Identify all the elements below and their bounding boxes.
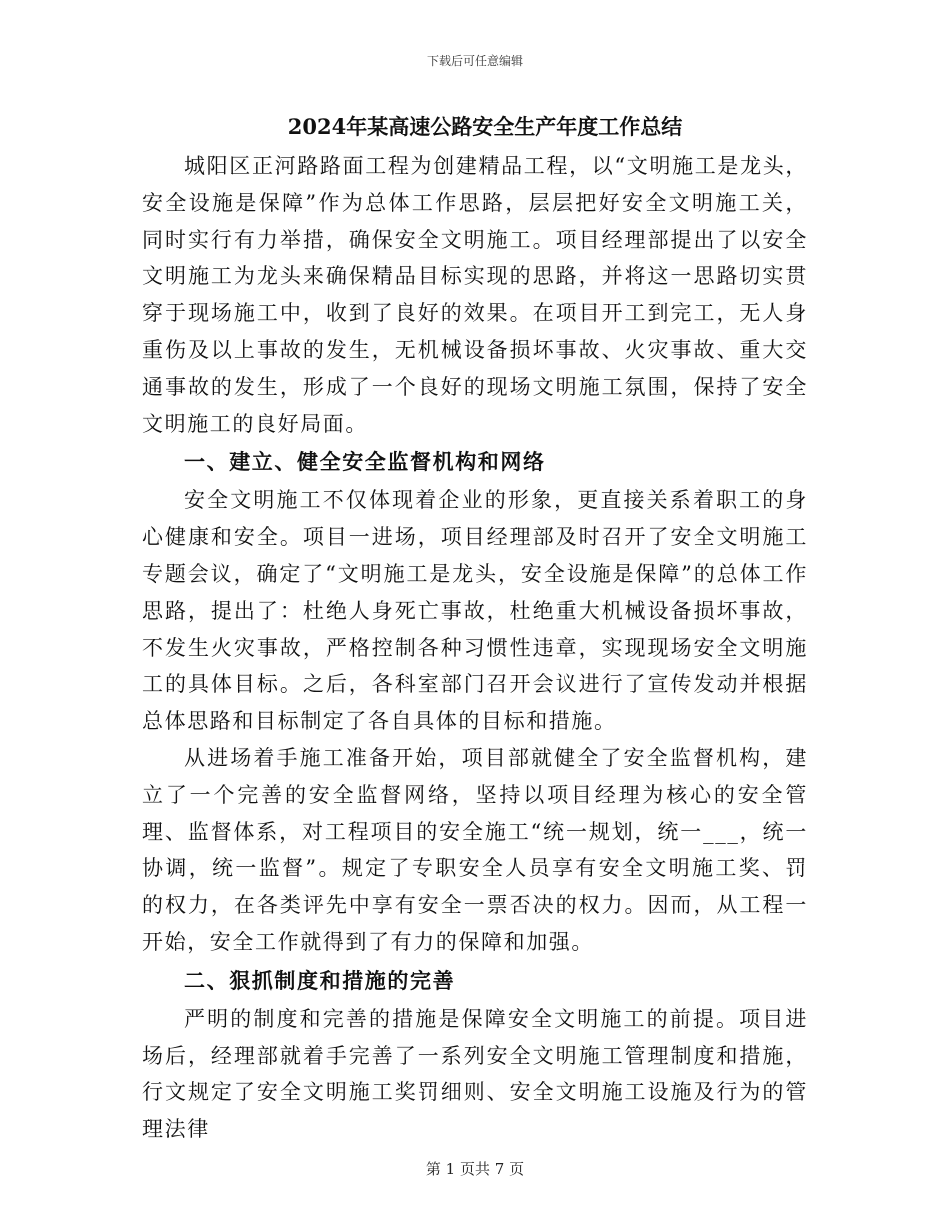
section-1-paragraph-1: 安全文明施工不仅体现着企业的形象，更直接关系着职工的身心健康和安全。项目一进场，项目经理部及时召开了安全文明施工专题会议，确定了“文明施工是龙头，安全设施是保障”的总体工作思路，提出了：杜绝人身死亡事故，杜绝重大机械设备损坏事故，不发生火灾事故，严格控制各种习惯性违章，实现现场安全文明施工的具体目标。之后，各科室部门召开会议进行了宣传发动并根据总体思路和目标制定了各自具体的目标和措施。 — [142, 488, 808, 734]
section-2-paragraph-1: 严明的制度和完善的措施是保障安全文明施工的前提。项目进场后，经理部就着手完善了一系列安全文明施工管理制度和措施，行文规定了安全文明施工奖罚细则、安全文明施工设施及行为的管理法律 — [142, 1006, 808, 1142]
intro-paragraph: 城阳区正河路路面工程为创建精品工程，以“文明施工是龙头，安全设施是保障”作为总体工作思路，层层把好安全文明施工关，同时实行有力举措，确保安全文明施工。项目经理部提出了以安全文明施工为龙头来确保精品目标实现的思路，并将这一思路切实贯穿于现场施工中，收到了良好的效果。在项目开工到完工，无人身重伤及以上事故的发生，无机械设备损坏事故、火灾事故、重大交通事故的发生，形成了一个良好的现场文明施工氛围，保持了安全文明施工的良好局面。 — [142, 154, 808, 436]
page-header-note: 下载后可任意编辑 — [426, 54, 523, 68]
document-body — [142, 110, 808, 1148]
section-1-paragraph-2: 从进场着手施工准备开始，项目部就健全了安全监督机构，建立了一个完善的安全监督网络，坚持以项目经理为核心的安全管理、监督体系，对工程项目的安全施工“统一规划，统一___，统一协调，统一监督”。规定了专职安全人员享有安全文明施工奖、罚的权力，在各类评先中享有安全一票否决的权力。因而，从工程一开始，安全工作就得到了有力的保障和加强。 — [142, 745, 808, 954]
page-number-footer: 第 1 页共 7 页 — [425, 1160, 525, 1178]
document-title: 2024年某高速公路安全生产年度工作总结 — [287, 114, 683, 139]
section-heading-1: 一、建立、健全安全监督机构和网络 — [184, 449, 546, 475]
section-heading-2: 二、狠抓制度和措施的完善 — [184, 967, 456, 993]
